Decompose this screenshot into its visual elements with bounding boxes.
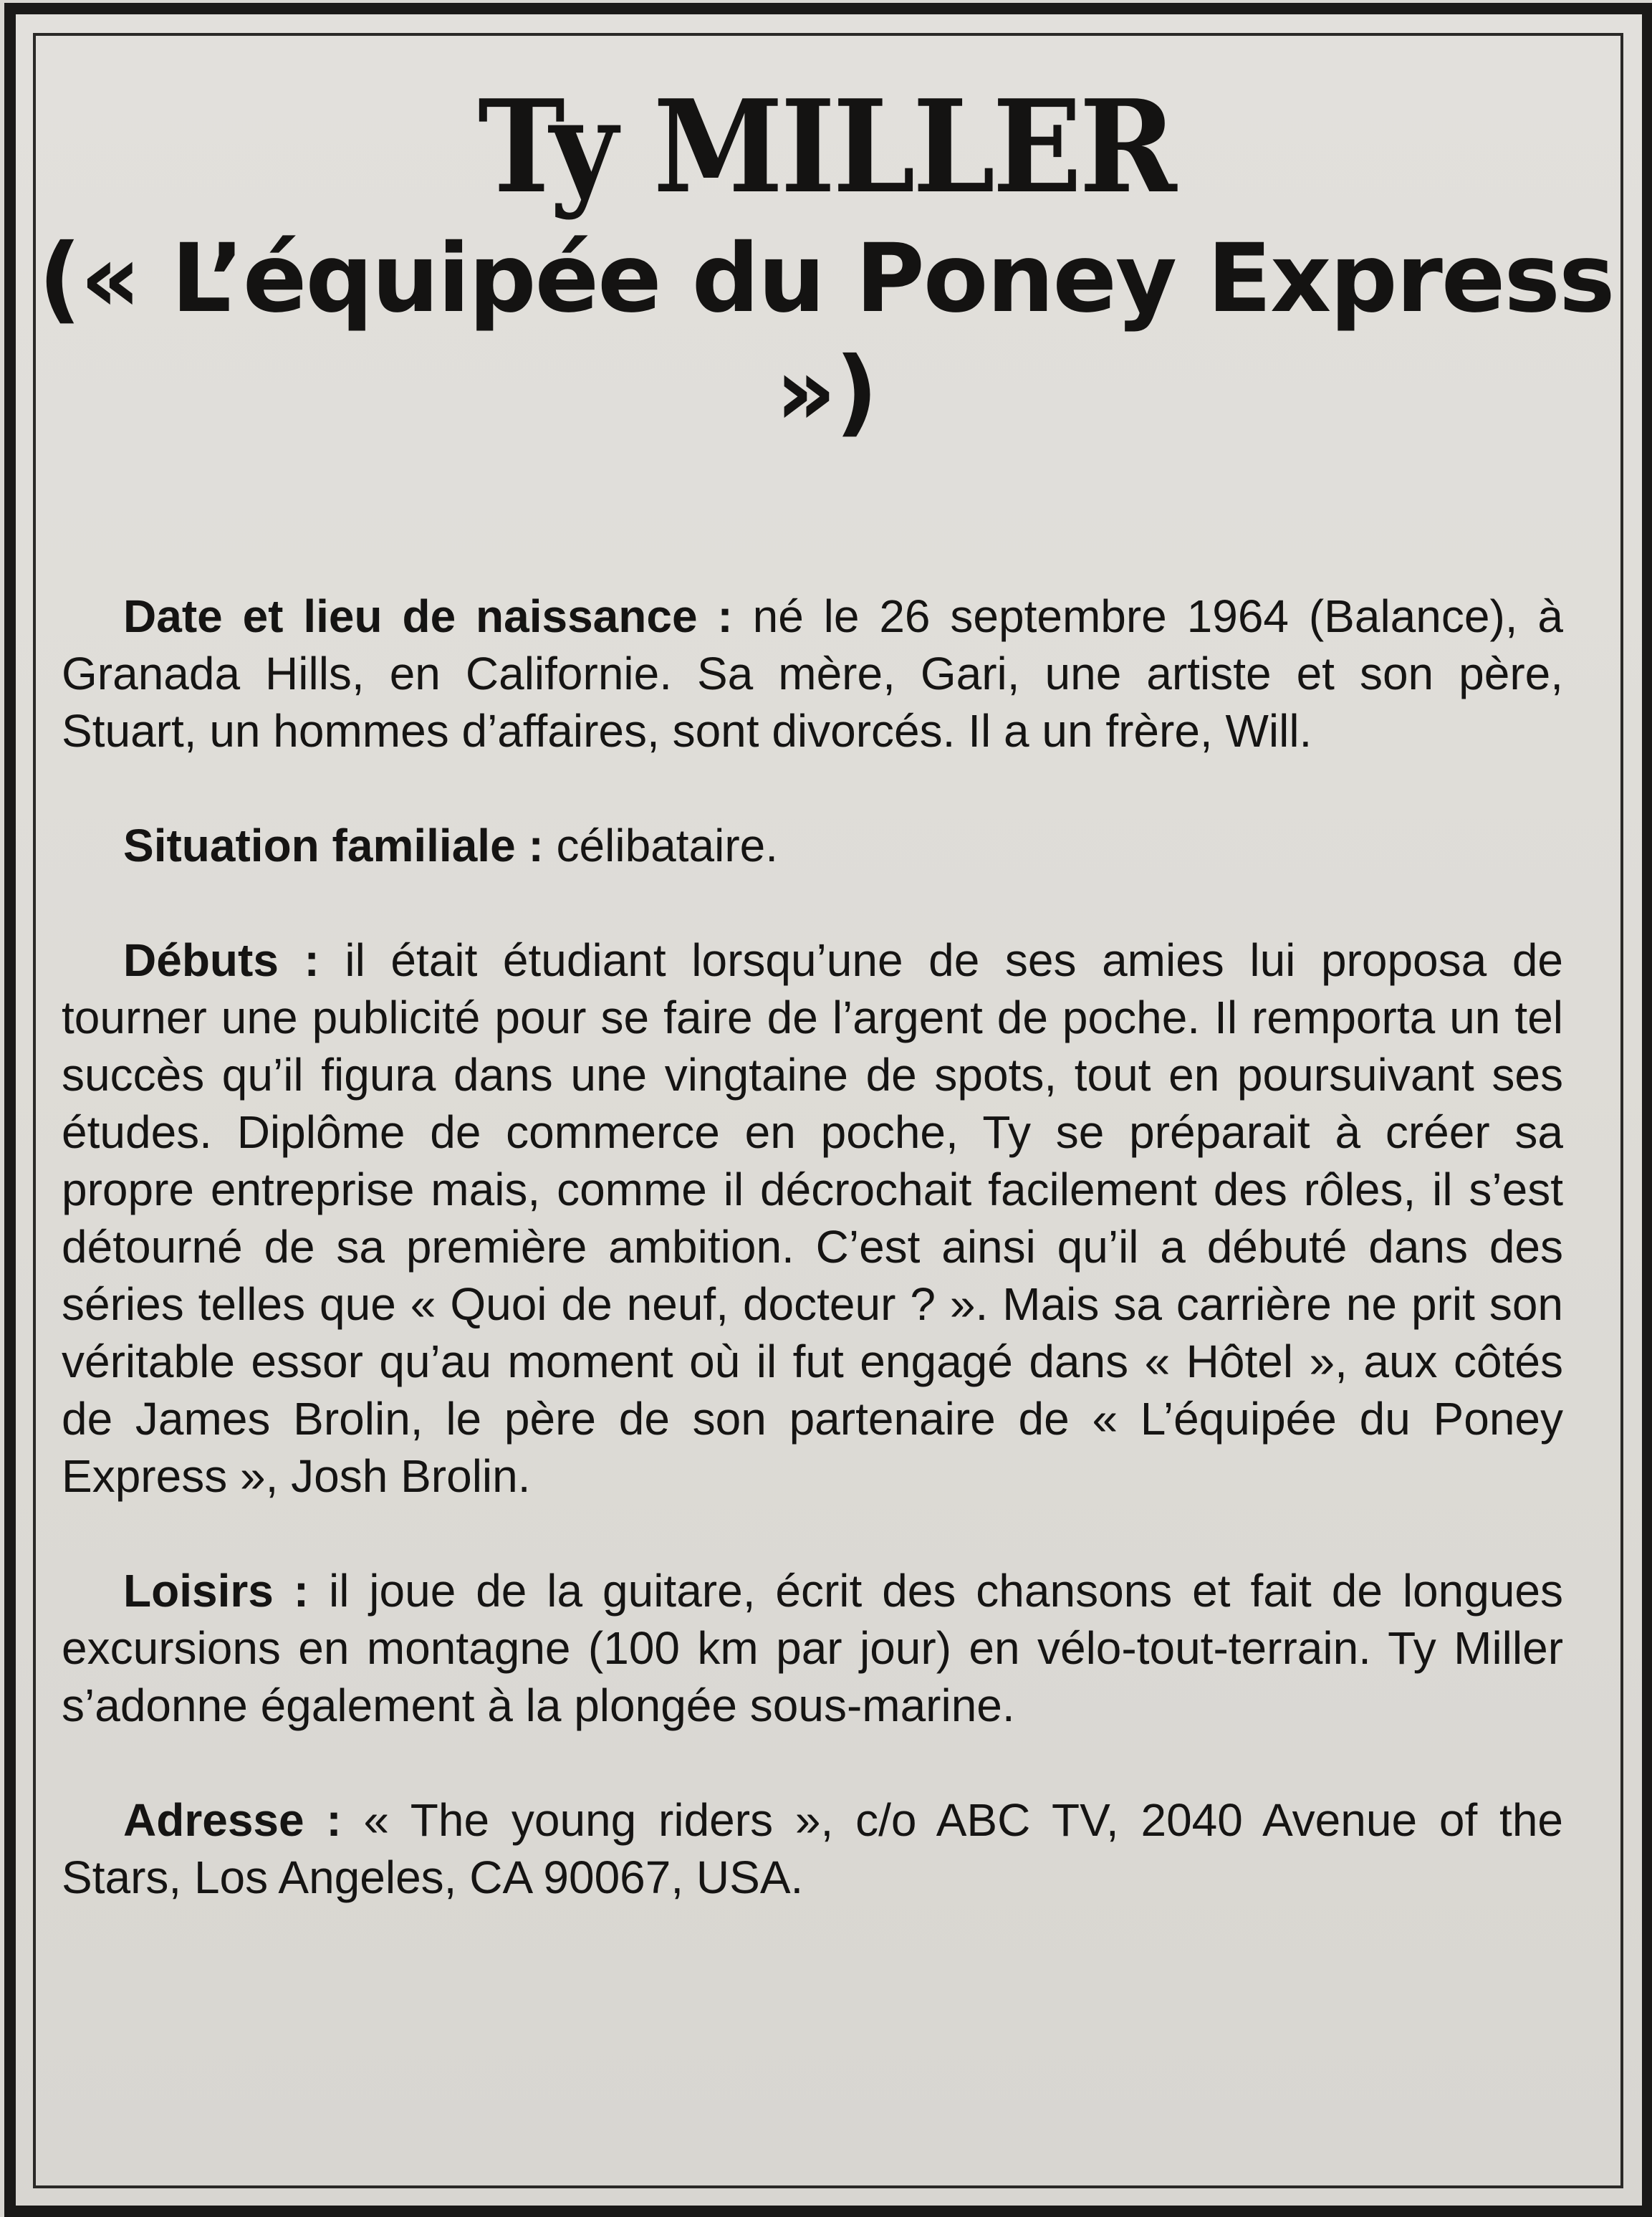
section-debuts xyxy=(62,932,1563,1505)
section-label: Débuts : xyxy=(123,934,320,986)
section-text: « The young riders », c/o ABC TV, 2040 Avenue of the Stars, Los Angeles, CA 90067, USA. xyxy=(62,1794,1564,1903)
section-label: Adresse : xyxy=(123,1794,342,1846)
section-text: il joue de la guitare, écrit des chansons et fait de longues excursions en montagne (100 km par jour) en vélo-tout-terrain. Ty Miller s’adonne également à la plongée sous-marine. xyxy=(62,1565,1564,1731)
section-label: Loisirs : xyxy=(123,1565,309,1617)
section-birth xyxy=(62,588,1563,760)
section-text: il était étudiant lorsqu’une de ses amies lui proposa de tourner une publicité pour se faire de l’argent de poche. Il remporta un tel succès qu’il figura dans une vingtaine de spots, tout en poursuivant ses études. Diplôme de commerce en poche, Ty se préparait à créer sa propre entreprise mais, comme il décrochait facilement des rôles, il s’est détourné de sa première ambition. C’est ainsi qu’il a débuté dans des séries telles que « Quoi de neuf, docteur ? ». Mais sa carrière ne prit son véritable essor qu’au moment où il fut engagé dans « Hôtel », aux côtés de James Brolin, le père de son partenaire de « L’équipée du Poney Express », Josh Brolin. xyxy=(62,934,1564,1502)
section-hobbies xyxy=(62,1562,1563,1734)
section-family-status xyxy=(62,817,1563,874)
section-label: Situation familiale : xyxy=(123,820,544,871)
section-address xyxy=(62,1791,1563,1906)
biography-text xyxy=(62,588,1563,1963)
section-text: célibataire. xyxy=(556,820,779,871)
title-block xyxy=(0,72,1652,449)
section-label: Date et lieu de naissance : xyxy=(123,590,733,642)
show-title: (« L’équipée du Poney Express ») xyxy=(38,224,1614,447)
actor-name-title: Ty MILLER xyxy=(477,72,1174,221)
section-text: né le 26 septembre 1964 (Balance), à Granada Hills, en Californie. Sa mère, Gari, une artiste et son père, Stuart, un hommes d’affaires, sont divorcés. Il a un frère, Will. xyxy=(62,590,1564,757)
